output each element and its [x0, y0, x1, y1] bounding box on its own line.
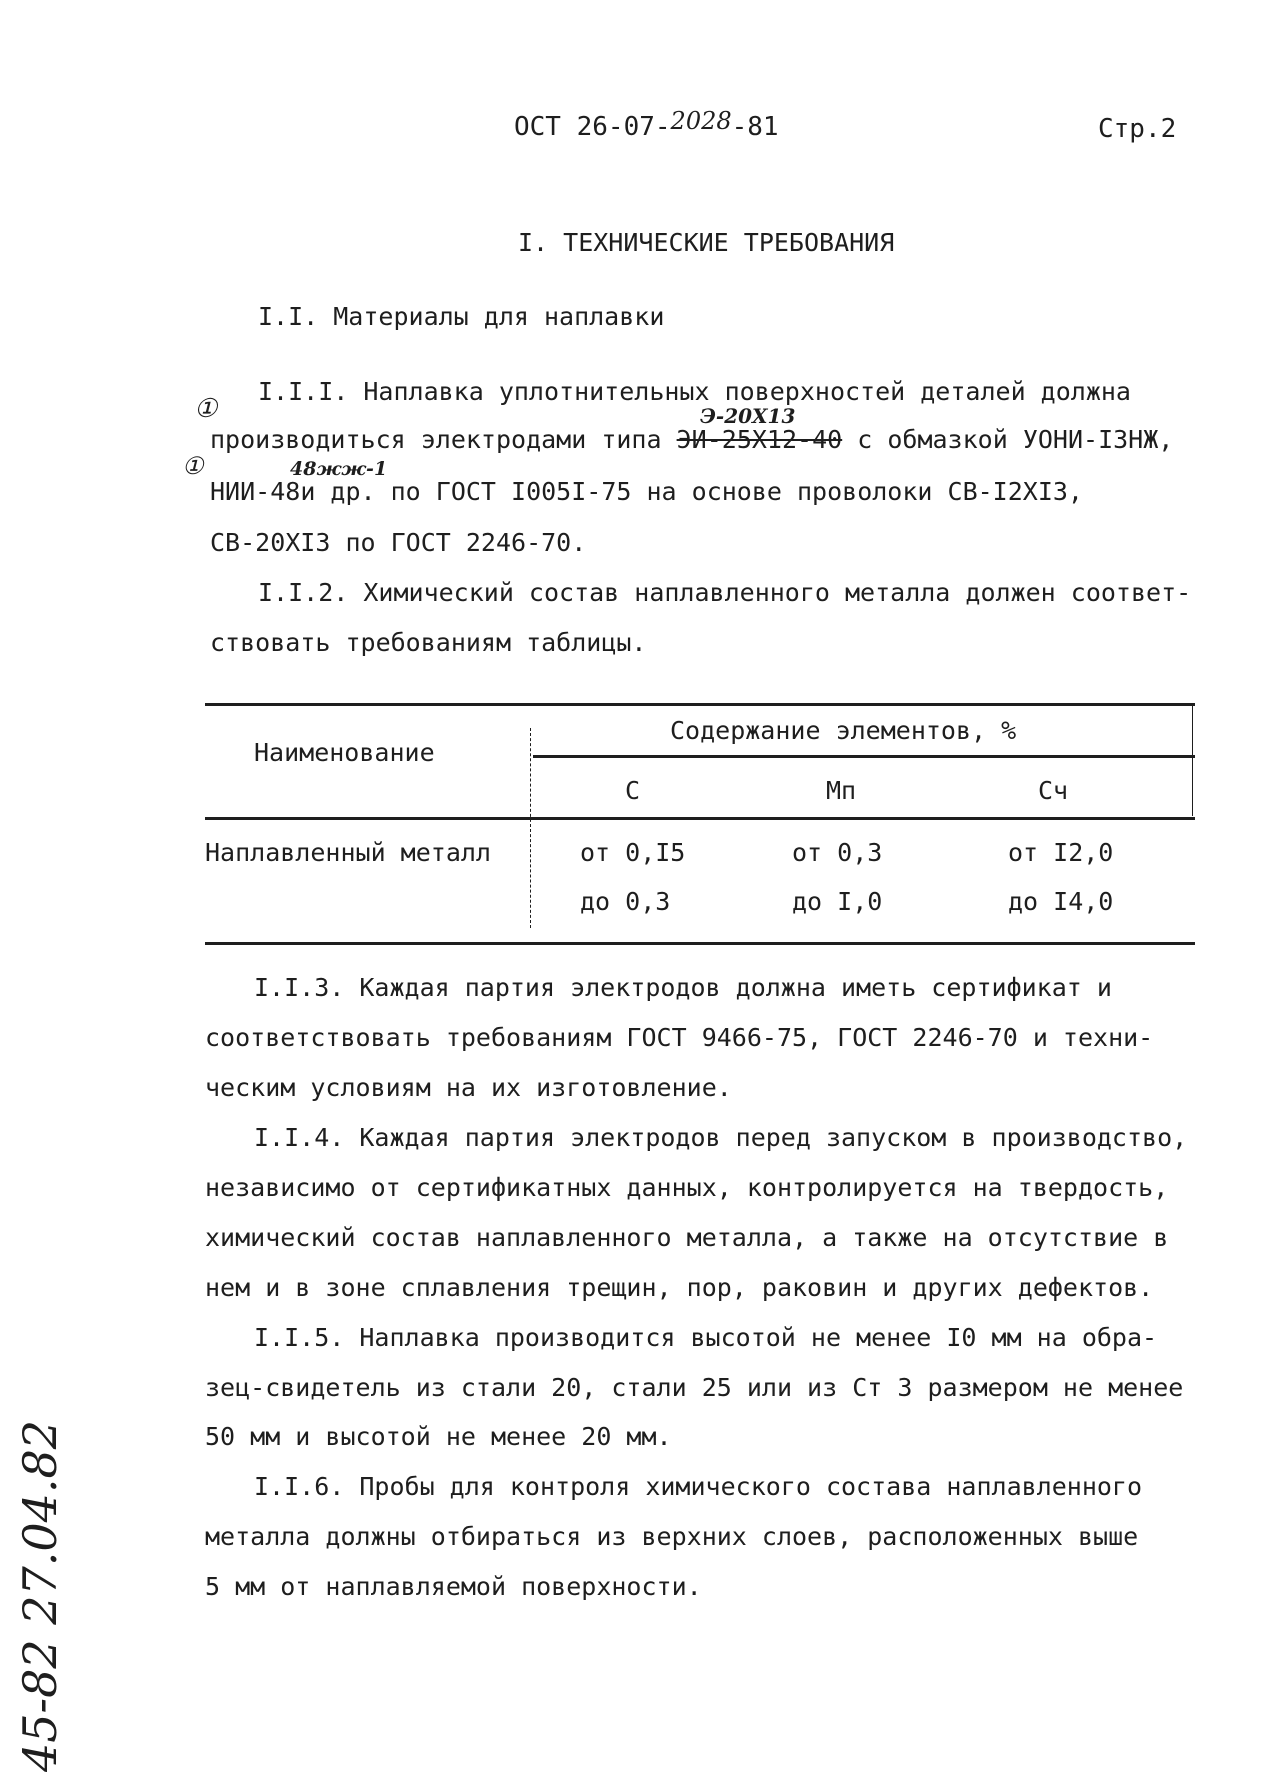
p111-line-4: СВ-20ХI3 по ГОСТ 2246-70.	[210, 528, 587, 557]
p113-line-2: соответствовать требованиям ГОСТ 9466-75, ГОСТ 2246-70 и техни-	[205, 1023, 1154, 1052]
p111-line-2-start: производиться электродами типа	[210, 425, 662, 454]
value-mn-from: от 0,3	[792, 838, 883, 867]
group-header: Содержание элементов, %	[670, 716, 1017, 745]
value-c-to: до 0,3	[580, 887, 671, 916]
element-header-mn: Мп	[826, 776, 857, 805]
p112-line-2: ствовать требованиям таблицы.	[210, 628, 647, 657]
document-code	[514, 107, 779, 142]
p111-line-1: I.I.I. Наплавка уплотнительных поверхностей деталей должна	[258, 377, 1131, 406]
p114-line-4: нем и в зоне сплавления трещин, пор, раковин и других дефектов.	[205, 1273, 1154, 1302]
handwritten-insert-electrode-type: Э-20Х13	[700, 404, 796, 428]
p116-line-2: металла должны отбираться из верхних слоев, расположенных выше	[205, 1522, 1139, 1551]
p112-line-1: I.I.2. Химический состав наплавленного металла должен соответ-	[258, 578, 1192, 607]
margin-handwritten-note: 45-82 27.04.82	[13, 1419, 67, 1772]
value-c-from: от 0,I5	[580, 838, 686, 867]
p114-line-2: независимо от сертификатных данных, контролируется на твердость,	[205, 1173, 1169, 1202]
p114-line-1: I.I.4. Каждая партия электродов перед запуском в производство,	[254, 1123, 1188, 1152]
p115-line-1: I.I.5. Наплавка производится высотой не менее I0 мм на обра-	[254, 1323, 1158, 1352]
p111-line-3	[210, 477, 1083, 507]
handwritten-insert-nii: 48жж-1	[290, 458, 388, 480]
value-cr-from: от I2,0	[1008, 838, 1114, 867]
subsection-title: I.I. Материалы для наплавки	[258, 302, 665, 331]
doc-code-prefix: ОСТ 26-07-	[514, 112, 671, 142]
element-header-cr: Сч	[1038, 776, 1069, 805]
p115-line-2: зец-свидетель из стали 20, стали 25 или из Ст 3 размером не менее	[205, 1373, 1184, 1402]
table-right-edge	[1192, 706, 1193, 816]
p111-line-3-end: и др. по ГОСТ I005I-75 на основе проволоки СВ-I2ХI3,	[300, 477, 1083, 506]
table-top-rule	[205, 703, 1195, 706]
value-cr-to: до I4,0	[1008, 887, 1114, 916]
p113-line-1: I.I.3. Каждая партия электродов должна иметь сертификат и	[254, 973, 1112, 1002]
section-title: I. ТЕХНИЧЕСКИЕ ТРЕБОВАНИЯ	[518, 228, 895, 257]
table-subheader-rule	[533, 755, 1195, 758]
p113-line-3: ческим условиям на их изготовление.	[205, 1073, 732, 1102]
p111-line-2-end: с обмазкой УОНИ-I3НЖ,	[857, 425, 1174, 454]
col-name-header: Наименование	[254, 738, 435, 767]
revision-mark-1: ①	[194, 394, 218, 424]
page-number: Стр.2	[1098, 114, 1177, 144]
p114-line-3: химический состав наплавленного металла, а также на отсутствие в	[205, 1223, 1169, 1252]
struck-electrode-type: ЭИ-25Х12-40	[676, 425, 843, 454]
value-mn-to: до I,0	[792, 887, 883, 916]
revision-mark-2: ①	[182, 452, 204, 480]
p111-line-3-start: НИИ-48	[210, 477, 301, 506]
p115-line-3: 50 мм и высотой не менее 20 мм.	[205, 1422, 672, 1451]
table-bottom-rule	[205, 942, 1195, 945]
p116-line-1: I.I.6. Пробы для контроля химического состава наплавленного	[254, 1472, 1143, 1501]
element-header-c: С	[625, 776, 641, 805]
p111-line-2	[210, 425, 1173, 455]
table-divider	[530, 728, 531, 928]
table-header-rule	[205, 817, 1195, 820]
doc-code-suffix: -81	[731, 112, 779, 142]
row-label: Наплавленный металл	[205, 838, 491, 867]
doc-code-handwritten: 2028	[670, 107, 732, 135]
p116-line-3: 5 мм от наплавляемой поверхности.	[205, 1572, 702, 1601]
